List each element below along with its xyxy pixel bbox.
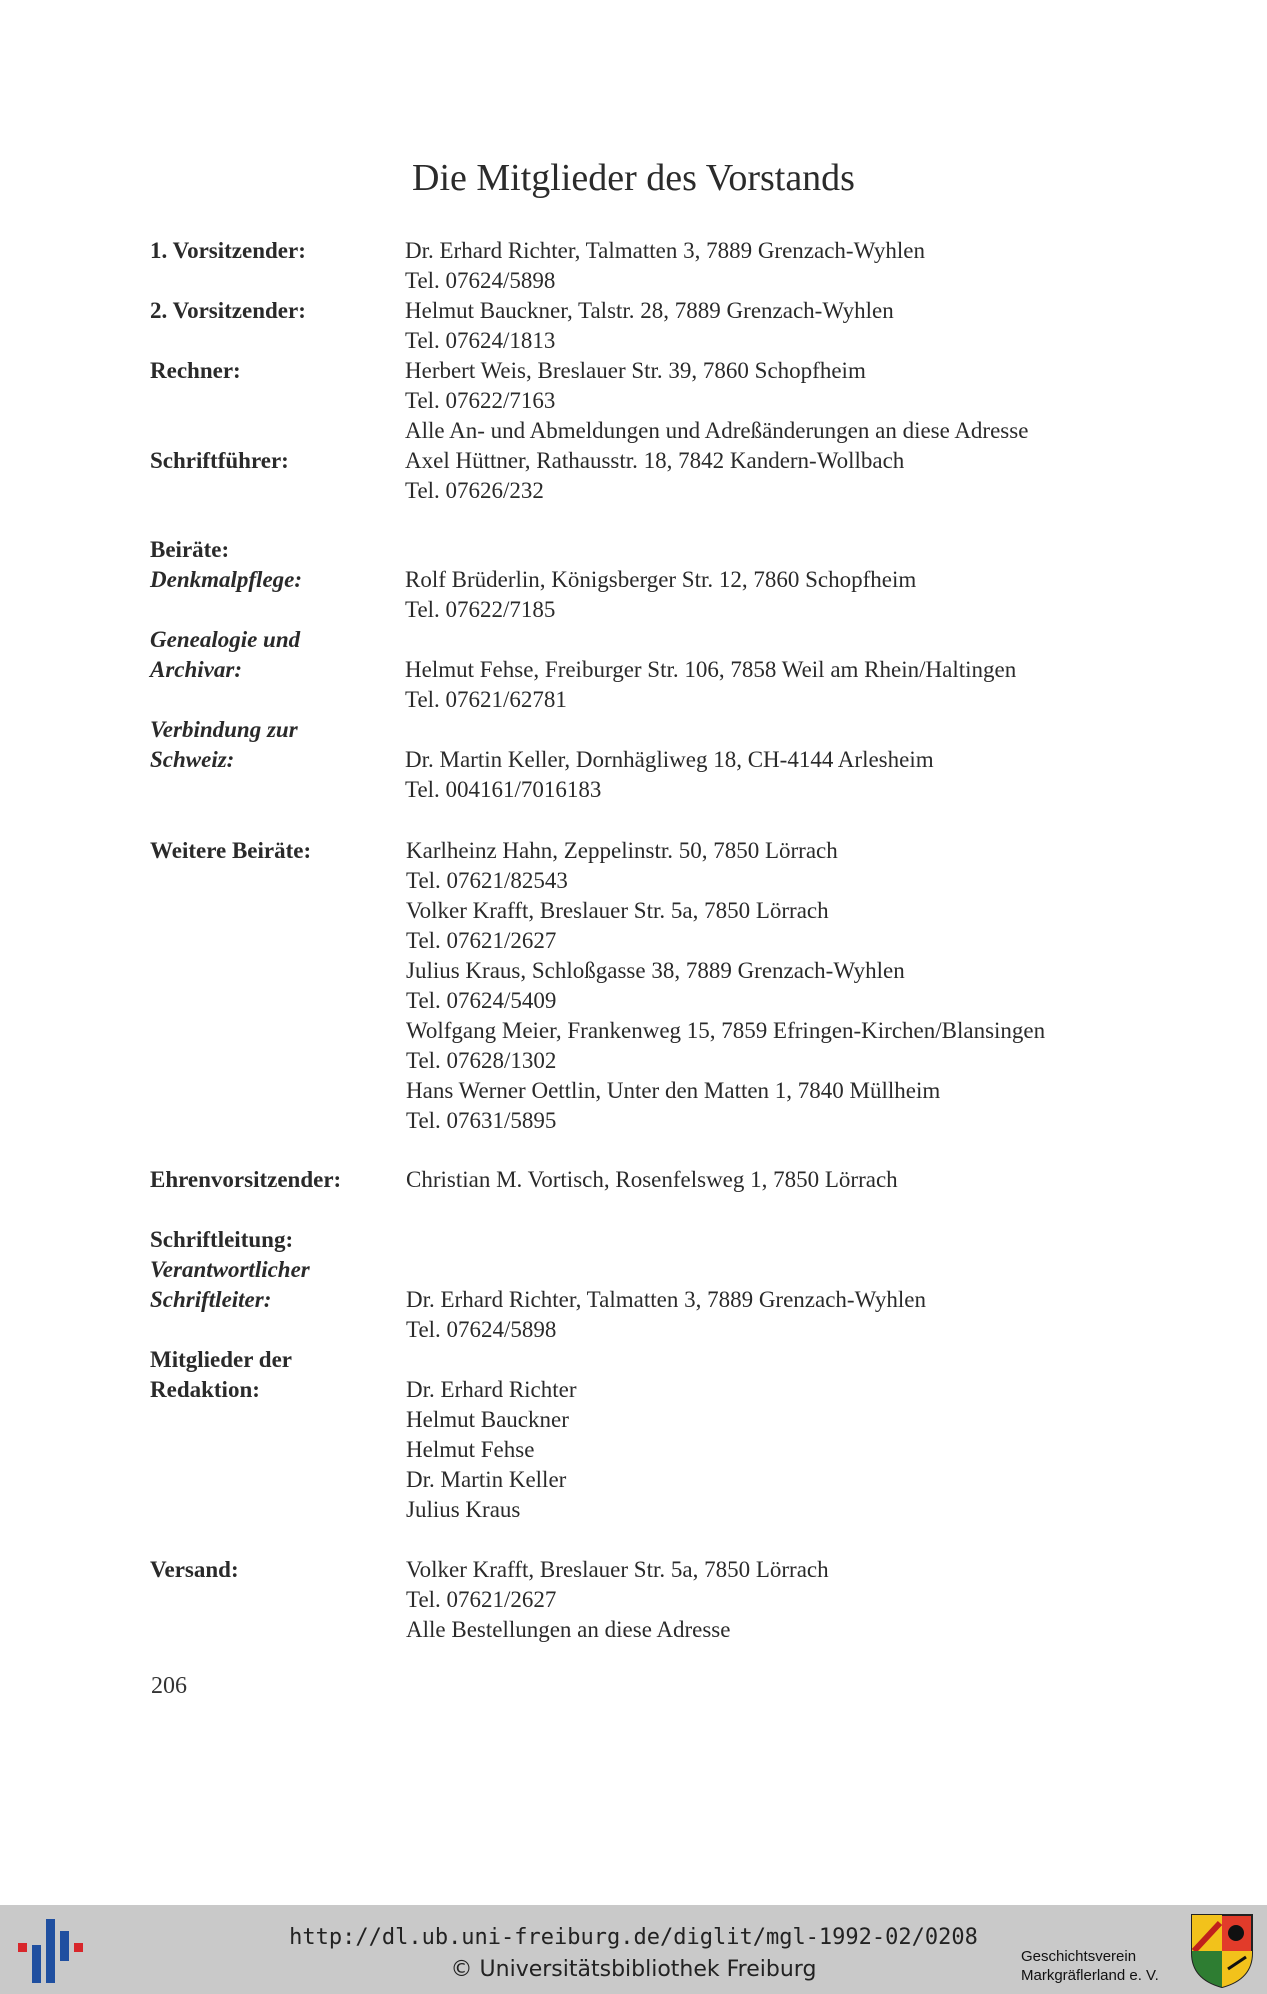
redaktion-section [150, 1345, 1150, 1525]
entry-value: Helmut Bauckner, Talstr. 28, 7889 Grenzach-Wyhlen [405, 298, 894, 323]
entry-row [150, 1076, 1150, 1106]
entry-row [150, 745, 1150, 775]
entry-value: Christian M. Vortisch, Rosenfelsweg 1, 7850 Lörrach [406, 1167, 898, 1192]
page-title: Die Mitglieder des Vorstands [412, 157, 855, 199]
entry-row [150, 1495, 1150, 1525]
society-name [1021, 1947, 1181, 1985]
entry-value: Herbert Weis, Breslauer Str. 39, 7860 Schopfheim [405, 358, 866, 383]
entry-row [150, 956, 1150, 986]
entry-label: Archivar: [150, 657, 242, 682]
entry-row [150, 1285, 1150, 1315]
entry-value: Tel. 07621/62781 [405, 687, 567, 712]
entry-row [150, 1106, 1150, 1136]
section-heading: Schriftleitung: [150, 1227, 294, 1252]
footer-url-link[interactable]: http://dl.ub.uni-freiburg.de/diglit/mgl-1992-02/0208 [289, 1925, 978, 1950]
entry-row [150, 476, 1150, 506]
entry-label: 2. Vorsitzender: [150, 298, 306, 323]
entry-row [150, 1375, 1150, 1405]
entry-label: Schriftführer: [150, 448, 289, 473]
entry-label: Denkmalpflege: [150, 567, 303, 592]
entry-row [150, 565, 1150, 595]
entry-value: Tel. 07624/5898 [405, 268, 556, 293]
entry-value: Tel. 07631/5895 [406, 1108, 557, 1133]
entry-row [150, 326, 1150, 356]
section-heading: Beiräte: [150, 537, 230, 562]
entry-row [150, 715, 1150, 745]
entry-row [150, 1585, 1150, 1615]
entry-value: Karlheinz Hahn, Zeppelinstr. 50, 7850 Lörrach [406, 838, 838, 863]
entry-row [150, 416, 1150, 446]
entry-label: 1. Vorsitzender: [150, 238, 306, 263]
entry-row [150, 595, 1150, 625]
entry-value: Tel. 07628/1302 [406, 1048, 557, 1073]
entry-value: Dr. Martin Keller, Dornhägliweg 18, CH-4144 Arlesheim [405, 747, 934, 772]
entry-row [150, 1016, 1150, 1046]
entry-label: Weitere Beiräte: [150, 838, 312, 863]
entry-value: Tel. 07622/7163 [405, 388, 556, 413]
entry-row [150, 1315, 1150, 1345]
entry-value: Tel. 07624/1813 [405, 328, 556, 353]
entry-row [150, 896, 1150, 926]
entry-row [150, 356, 1150, 386]
entry-value: Tel. 07621/2627 [406, 928, 557, 953]
entry-label: Genealogie und [150, 627, 301, 652]
entry-label: Mitglieder der [150, 1347, 292, 1372]
coat-of-arms-icon [1190, 1913, 1254, 1989]
entry-row [150, 1465, 1150, 1495]
entry-row [150, 296, 1150, 326]
entry-row [150, 386, 1150, 416]
entry-value: Tel. 07621/2627 [406, 1587, 557, 1612]
entry-value: Dr. Erhard Richter, Talmatten 3, 7889 Grenzach-Wyhlen [406, 1287, 927, 1312]
versand-section [150, 1555, 1150, 1645]
entry-value: Tel. 07626/232 [405, 478, 544, 503]
entry-row [150, 1046, 1150, 1076]
entry-label: Rechner: [150, 358, 241, 383]
entry-row [150, 926, 1150, 956]
entry-value: Dr. Erhard Richter [406, 1377, 577, 1402]
entry-value: Wolfgang Meier, Frankenweg 15, 7859 Efringen-Kirchen/Blansingen [406, 1018, 1046, 1043]
entry-row [150, 655, 1150, 685]
page-number: 206 [151, 1673, 187, 1699]
entry-row [150, 866, 1150, 896]
board-section [150, 236, 1150, 506]
entry-value: Hans Werner Oettlin, Unter den Matten 1, 7840 Müllheim [406, 1078, 941, 1103]
entry-row [150, 625, 1150, 655]
entry-value: Helmut Bauckner [406, 1407, 569, 1432]
entry-label: Redaktion: [150, 1377, 260, 1402]
schriftleitung-section [150, 1225, 1150, 1345]
footer-copyright: © Universitätsbibliothek Freiburg [450, 1957, 817, 1982]
entry-value: Julius Kraus [406, 1497, 521, 1522]
entry-value: Tel. 07621/82543 [406, 868, 568, 893]
entry-value: Tel. 07624/5409 [406, 988, 557, 1013]
entry-value: Volker Krafft, Breslauer Str. 5a, 7850 Lörrach [406, 1557, 829, 1582]
entry-value: Alle An- und Abmeldungen und Adreßänderungen an diese Adresse [405, 418, 1029, 443]
entry-value: Tel. 004161/7016183 [405, 777, 602, 802]
entry-label: Ehrenvorsitzender: [150, 1167, 342, 1192]
entry-row [150, 685, 1150, 715]
entry-value: Helmut Fehse [406, 1437, 535, 1462]
entry-row [150, 266, 1150, 296]
entry-row [150, 1555, 1150, 1585]
entry-value: Julius Kraus, Schloßgasse 38, 7889 Grenzach-Wyhlen [406, 958, 905, 983]
entry-row [150, 986, 1150, 1016]
entry-value: Tel. 07622/7185 [405, 597, 556, 622]
entry-value: Alle Bestellungen an diese Adresse [406, 1617, 731, 1642]
weitere-section [150, 836, 1150, 1136]
entry-label: Versand: [150, 1557, 239, 1582]
entry-row [150, 1255, 1150, 1285]
entry-value: Helmut Fehse, Freiburger Str. 106, 7858 Weil am Rhein/Haltingen [405, 657, 1017, 682]
entry-label: Verantwortlicher [150, 1257, 310, 1282]
society-name-line: Geschichtsverein [1021, 1948, 1137, 1965]
entry-row [150, 836, 1150, 866]
entry-row [150, 1225, 1150, 1255]
beiraete-section [150, 535, 1150, 805]
entry-row [150, 1165, 1150, 1195]
entry-value: Volker Krafft, Breslauer Str. 5a, 7850 Lörrach [406, 898, 829, 923]
entry-value: Rolf Brüderlin, Königsberger Str. 12, 7860 Schopfheim [405, 567, 917, 592]
ehren-section [150, 1165, 1150, 1195]
entry-label: Schriftleiter: [150, 1287, 272, 1312]
entry-value: Dr. Martin Keller [406, 1467, 567, 1492]
entry-label: Schweiz: [150, 747, 235, 772]
entry-row [150, 446, 1150, 476]
entry-row [150, 1405, 1150, 1435]
entry-row [150, 1435, 1150, 1465]
entry-label: Verbindung zur [150, 717, 298, 742]
entry-value: Axel Hüttner, Rathausstr. 18, 7842 Kandern-Wollbach [405, 448, 905, 473]
footer-bar [0, 1905, 1267, 1994]
entry-row [150, 236, 1150, 266]
entry-value: Tel. 07624/5898 [406, 1317, 557, 1342]
society-name-line: Markgräflerland e. V. [1021, 1967, 1159, 1984]
entry-row [150, 775, 1150, 805]
entry-row [150, 1615, 1150, 1645]
entry-value: Dr. Erhard Richter, Talmatten 3, 7889 Grenzach-Wyhlen [405, 238, 926, 263]
entry-row [150, 535, 1150, 565]
entry-row [150, 1345, 1150, 1375]
